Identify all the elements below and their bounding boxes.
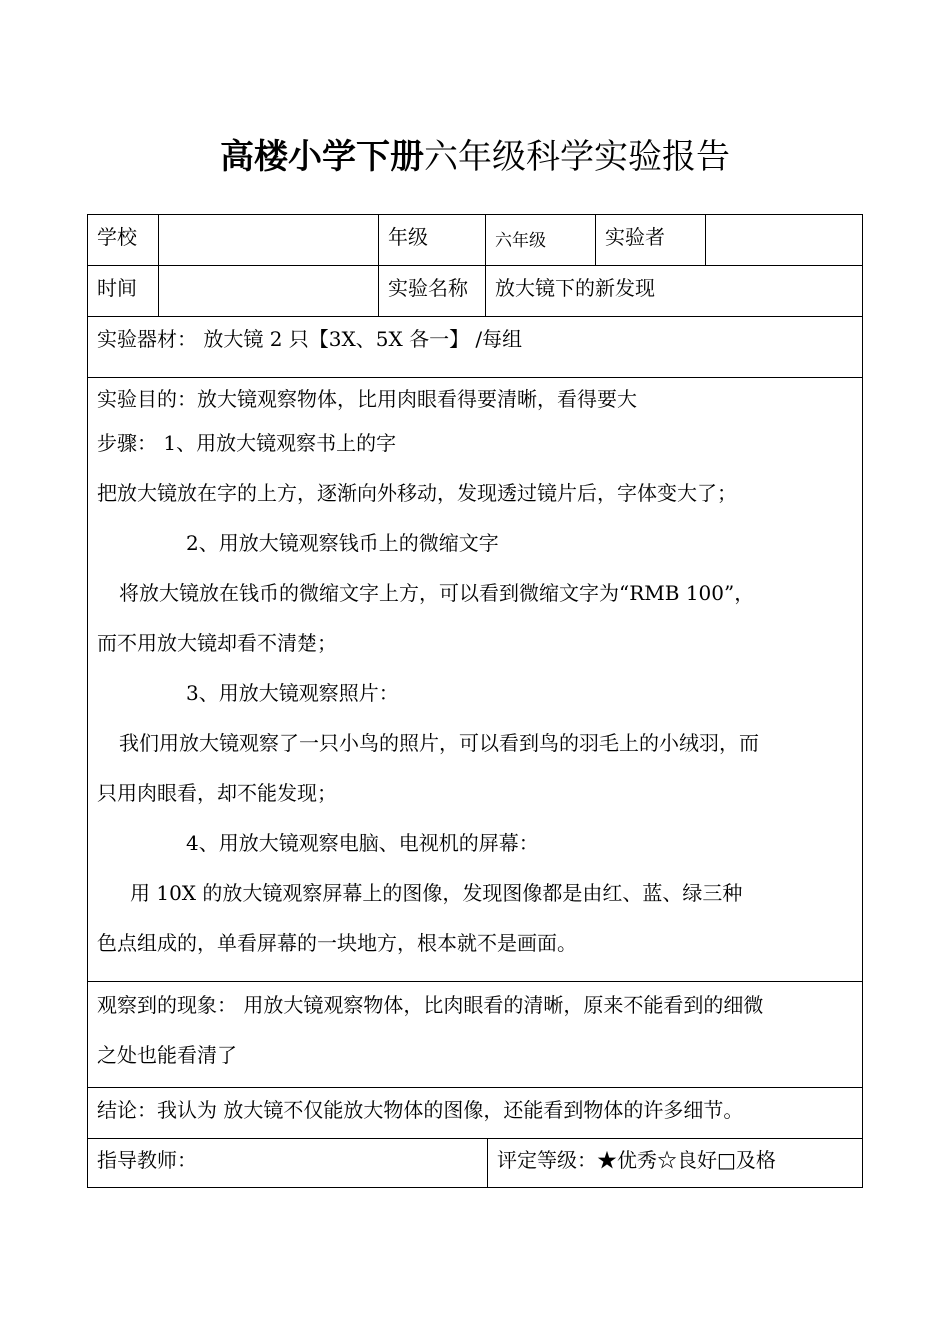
report-table — [87, 214, 863, 1188]
info-row-1 — [88, 215, 862, 266]
exp-name-label: 实验名称 — [388, 276, 468, 300]
school-label-cell — [88, 215, 159, 265]
rating-cell[interactable] — [488, 1139, 862, 1187]
signature-row — [88, 1139, 862, 1187]
exp-name-value: 放大镜下的新发现 — [495, 276, 655, 300]
observation-row — [88, 982, 862, 1088]
step-line: 把放大镜放在字的上方，逐渐向外移动，发现透过镜片后，字体变大了； — [97, 481, 737, 505]
step-line: 将放大镜放在钱币的微缩文字上方，可以看到微缩文字为“RMB 100”， — [119, 581, 755, 605]
time-value-cell[interactable] — [159, 266, 379, 316]
step-line: 只用肉眼看，却不能发现； — [97, 781, 337, 805]
equipment-text: 实验器材： 放大镜 2 只【3X、5X 各一】 /每组 — [97, 327, 523, 351]
conclusion-text: 结论：我认为 放大镜不仅能放大物体的图像，还能看到物体的许多细节。 — [97, 1098, 744, 1122]
step-line: 而不用放大镜却看不清楚； — [97, 631, 337, 655]
time-label-cell — [88, 266, 159, 316]
observation-line: 之处也能看清了 — [97, 1043, 237, 1067]
experimenter-label-cell — [596, 215, 706, 265]
conclusion-row — [88, 1088, 862, 1139]
teacher-label: 指导教师： — [97, 1148, 197, 1172]
school-value-cell[interactable] — [159, 215, 379, 265]
grade-value: 六年级 — [495, 231, 546, 251]
step-line: 2、用放大镜观察钱币上的微缩文字 — [186, 531, 499, 555]
observation-line: 观察到的现象： 用放大镜观察物体，比肉眼看的清晰，原来不能看到的细微 — [97, 993, 764, 1017]
step-line: 步骤： 1、用放大镜观察书上的字 — [97, 431, 397, 455]
teacher-cell[interactable] — [88, 1139, 488, 1187]
page-title — [0, 132, 950, 182]
school-label: 学校 — [97, 225, 137, 249]
grade-label: 年级 — [388, 225, 428, 249]
grade-label-cell — [379, 215, 486, 265]
exp-name-label-cell — [379, 266, 486, 316]
exp-name-value-cell[interactable] — [486, 266, 862, 316]
info-row-2 — [88, 266, 862, 317]
step-line: 3、用放大镜观察照片： — [186, 681, 399, 705]
title-school-part: 高楼小学下册 — [220, 137, 424, 177]
time-label: 时间 — [97, 276, 137, 300]
experimenter-value-cell[interactable] — [706, 215, 862, 265]
purpose-text: 实验目的：放大镜观察物体，比用肉眼看得要清晰，看得要大 — [97, 387, 637, 411]
grade-value-cell[interactable] — [486, 215, 596, 265]
step-line: 4、用放大镜观察电脑、电视机的屏幕： — [186, 831, 539, 855]
experimenter-label: 实验者 — [605, 225, 665, 249]
rating-text: 评定等级：★优秀☆良好□及格 — [497, 1148, 776, 1172]
step-line: 色点组成的，单看屏幕的一块地方，根本就不是画面。 — [97, 931, 577, 955]
equipment-row — [88, 317, 862, 378]
title-report-part: 六年级科学实验报告 — [424, 137, 730, 177]
step-line: 用 10X 的放大镜观察屏幕上的图像，发现图像都是由红、蓝、绿三种 — [130, 881, 743, 905]
procedure-row — [88, 378, 862, 982]
step-line: 我们用放大镜观察了一只小鸟的照片，可以看到鸟的羽毛上的小绒羽，而 — [119, 731, 759, 755]
